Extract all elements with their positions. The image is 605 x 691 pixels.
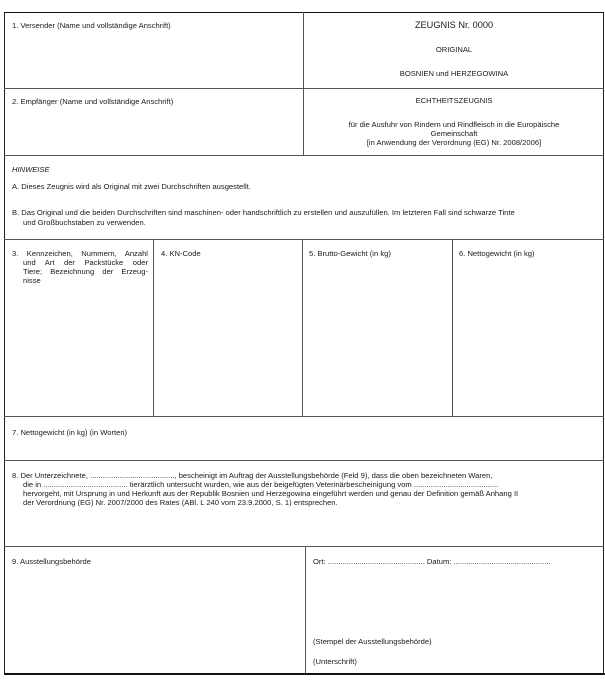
divider-notes xyxy=(4,239,604,240)
box3-label-line4: nisse xyxy=(23,276,41,285)
box8-line1: 8. Der Unterzeichnete, ........................................, bescheinigt im Auftrag der Ausstellungsbehörde (Feld 9), dass die oben bezeichneten Waren, xyxy=(12,471,493,480)
divider-box7 xyxy=(4,460,604,461)
divider-bottom xyxy=(4,673,605,675)
box4-label: 4. KN-Code xyxy=(161,249,201,258)
divider-columns xyxy=(4,416,604,417)
box8-line2: die in ........................................ tierärztlich untersucht wurden, wie aus der beigefügten Veterinärbescheinigung vom ........................................ xyxy=(23,480,499,489)
stamp-signature-area[interactable] xyxy=(306,570,603,632)
box3-label-line2: und Art der Packstücke oder xyxy=(23,258,148,267)
box7-net-weight-words-field[interactable] xyxy=(5,440,603,459)
divider-row2 xyxy=(4,155,604,156)
notes-heading: HINWEISE xyxy=(12,165,50,174)
box1-sender-label: 1. Versender (Name und vollständige Anschrift) xyxy=(12,21,171,30)
box3-label-line3: Tiere; Bezeichnung der Erzeug- xyxy=(23,267,148,276)
note-b-line1: B. Das Original und die beiden Durchschriften sind maschinen- oder handschriftlich zu erstellen und auszufüllen. Im letzteren Fall sind schwarze Tinte xyxy=(12,208,515,217)
box9-authority-field[interactable] xyxy=(5,568,304,672)
authenticity-line3: [in Anwendung der Verordnung (EG) Nr. 2008/2006] xyxy=(366,138,542,147)
authenticity-line1: für die Ausfuhr von Rindern und Rindfleisch in die Europäische xyxy=(348,120,560,129)
box8-line4: der Verordnung (EG) Nr. 2007/2000 des Rates (ABl. L 240 vom 23.9.2000, S. 1) entsprechen. xyxy=(23,498,338,507)
box8-line3: hervorgeht, mit Ursprung in und Herkunft aus der Republik Bosnien und Herzegowina eingeführt werden und genau der Definition gemäß Anhang II xyxy=(23,489,519,498)
box2-recipient-label: 2. Empfänger (Name und vollständige Anschrift) xyxy=(12,97,174,106)
box4-cn-code-field[interactable] xyxy=(154,262,301,415)
original-label: ORIGINAL xyxy=(435,45,473,54)
note-b-line2: und Großbuchstaben zu verwenden. xyxy=(23,218,146,227)
authenticity-line2: Gemeinschaft xyxy=(430,129,478,138)
certificate-title: ZEUGNIS Nr. 0000 xyxy=(414,20,494,30)
box2-recipient-field[interactable] xyxy=(5,107,302,154)
signature-label: (Unterschrift) xyxy=(313,657,357,666)
box3-label-line1: 3. Kennzeichen, Nummern, Anzahl xyxy=(12,249,148,258)
box6-net-weight-field[interactable] xyxy=(453,262,603,415)
country-label: BOSNIEN und HERZEGOWINA xyxy=(399,69,509,78)
box9-label: 9. Ausstellungsbehörde xyxy=(12,557,91,566)
box1-sender-field[interactable] xyxy=(5,30,302,87)
box3-marks-field[interactable] xyxy=(5,288,152,415)
box5-label: 5. Brutto-Gewicht (in kg) xyxy=(309,249,391,258)
authenticity-title: ECHTHEITSZEUGNIS xyxy=(415,96,493,105)
divider-row1 xyxy=(4,88,604,89)
box7-label: 7. Nettogewicht (in kg) (in Worten) xyxy=(12,428,128,437)
note-a: A. Dieses Zeugnis wird als Original mit zwei Durchschriften ausgestellt. xyxy=(12,182,251,191)
divider-box8 xyxy=(4,546,604,547)
stamp-label: (Stempel der Ausstellungsbehörde) xyxy=(313,637,432,646)
place-date-line[interactable]: Ort: .............................................. Datum: .............................................. xyxy=(313,557,551,566)
box5-gross-weight-field[interactable] xyxy=(303,262,451,415)
box6-label: 6. Nettogewicht (in kg) xyxy=(459,249,535,258)
